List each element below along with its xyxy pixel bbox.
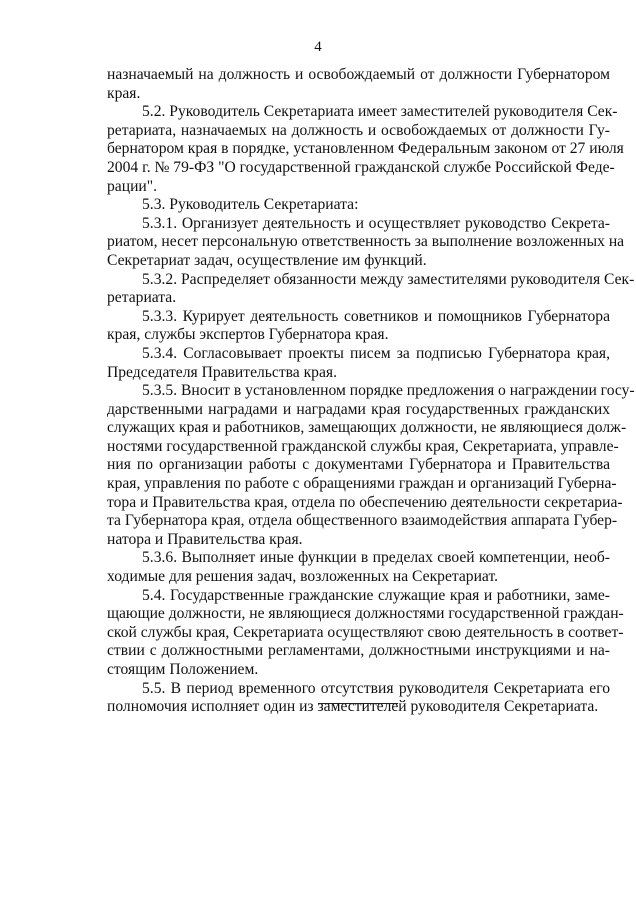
text-line: 5.2. Руководитель Секретариата имеет заместителей руководителя Сек- — [142, 103, 618, 121]
text-line: рации". — [107, 177, 158, 195]
paragraph-5-3-1 — [107, 214, 625, 271]
text-line: натора и Правительства края. — [107, 530, 303, 548]
paragraph-5-5 — [107, 680, 610, 717]
text-line: 5.3.1. Организует деятельность и осуществляет руководство Секрета- — [142, 214, 610, 232]
paragraph-5-3-3 — [107, 308, 610, 345]
text-line: риатом, несет персональную ответственность за выполнение возложенных на — [107, 233, 625, 251]
text-line: 5.3.5. Вносит в установленном порядке предложения о награждении госу- — [142, 382, 635, 400]
paragraph-cont — [107, 66, 610, 103]
paragraph-5-2 — [107, 103, 624, 196]
end-separator-line — [318, 703, 398, 704]
text-line: края, управления по работе с обращениями граждан и организаций Губерна- — [107, 475, 617, 493]
text-line: щающие должности, не являющиеся должностями государственной граждан- — [107, 605, 624, 623]
paragraph-5-3 — [107, 196, 610, 215]
text-line: ния по организации работы с документами Губернатора и Правительства — [107, 456, 610, 474]
text-line: дарственными наградами и наградами края государственных гражданских — [107, 400, 610, 418]
text-line: 5.3.2. Распределяет обязанности между заместителями руководителя Сек- — [142, 270, 635, 288]
paragraph-5-3-4 — [107, 345, 610, 382]
text-line: Председателя Правительства края. — [107, 363, 337, 381]
text-line: назначаемый на должность и освобождаемый от должности Губернатором — [107, 66, 610, 83]
paragraph-5-3-5 — [107, 382, 635, 549]
document-body — [107, 66, 635, 717]
text-line: стоящим Положением. — [107, 661, 259, 678]
text-line: 5.3.4. Согласовывает проекты писем за подписью Губернатора края, — [142, 344, 610, 362]
text-line: 2004 г. № 79-ФЗ "О государственной гражданской службе Российской Феде- — [107, 158, 615, 176]
paragraph-5-3-6 — [107, 549, 610, 586]
text-line: Секретариат задач, осуществление им функций. — [107, 251, 427, 269]
text-line: та Губернатора края, отдела общественного взаимодействия аппарата Губер- — [107, 512, 618, 530]
text-line: ностями государственной гражданской службы края, Секретариата, управле- — [107, 437, 619, 455]
text-line: 5.4. Государственные гражданские служащие края и работники, заме- — [142, 586, 610, 604]
text-line: края, службы экспертов Губернатора края. — [107, 326, 389, 344]
text-line: служащих края и работников, замещающих должности, не являющиеся долж- — [107, 419, 627, 437]
page-number: 4 — [314, 39, 322, 55]
text-line: ходимые для решения задач, возложенных на Секретариат. — [107, 568, 498, 586]
text-line: полномочия исполняет один из заместителей руководителя Секретариата. — [107, 698, 599, 716]
text-line: ской службы края, Секретариата осуществляют свою деятельность в соответ- — [107, 623, 624, 641]
text-line: ретариата, назначаемых на должность и освобождаемых от должности Гу- — [107, 121, 610, 139]
text-line: ствии с должностными регламентами, должностными инструкциями и на- — [107, 642, 610, 660]
text-line: 5.3.3. Курирует деятельность советников и помощников Губернатора — [142, 307, 610, 325]
paragraph-5-4 — [107, 586, 624, 680]
text-line: бернатором края в порядке, установленном Федеральным законом от 27 июля — [107, 140, 624, 158]
text-line: 5.3.6. Выполняет иные функции в пределах своей компетенции, необ- — [142, 549, 610, 567]
text-line: 5.5. В период временного отсутствия руководителя Секретариата его — [142, 679, 610, 697]
text-line: 5.3. Руководитель Секретариата: — [142, 196, 359, 214]
text-line: ретариата. — [107, 289, 177, 307]
text-line: края. — [107, 84, 141, 102]
text-line: тора и Правительства края, отдела по обеспечению деятельности секретариа- — [107, 493, 623, 511]
paragraph-5-3-2 — [107, 270, 635, 308]
